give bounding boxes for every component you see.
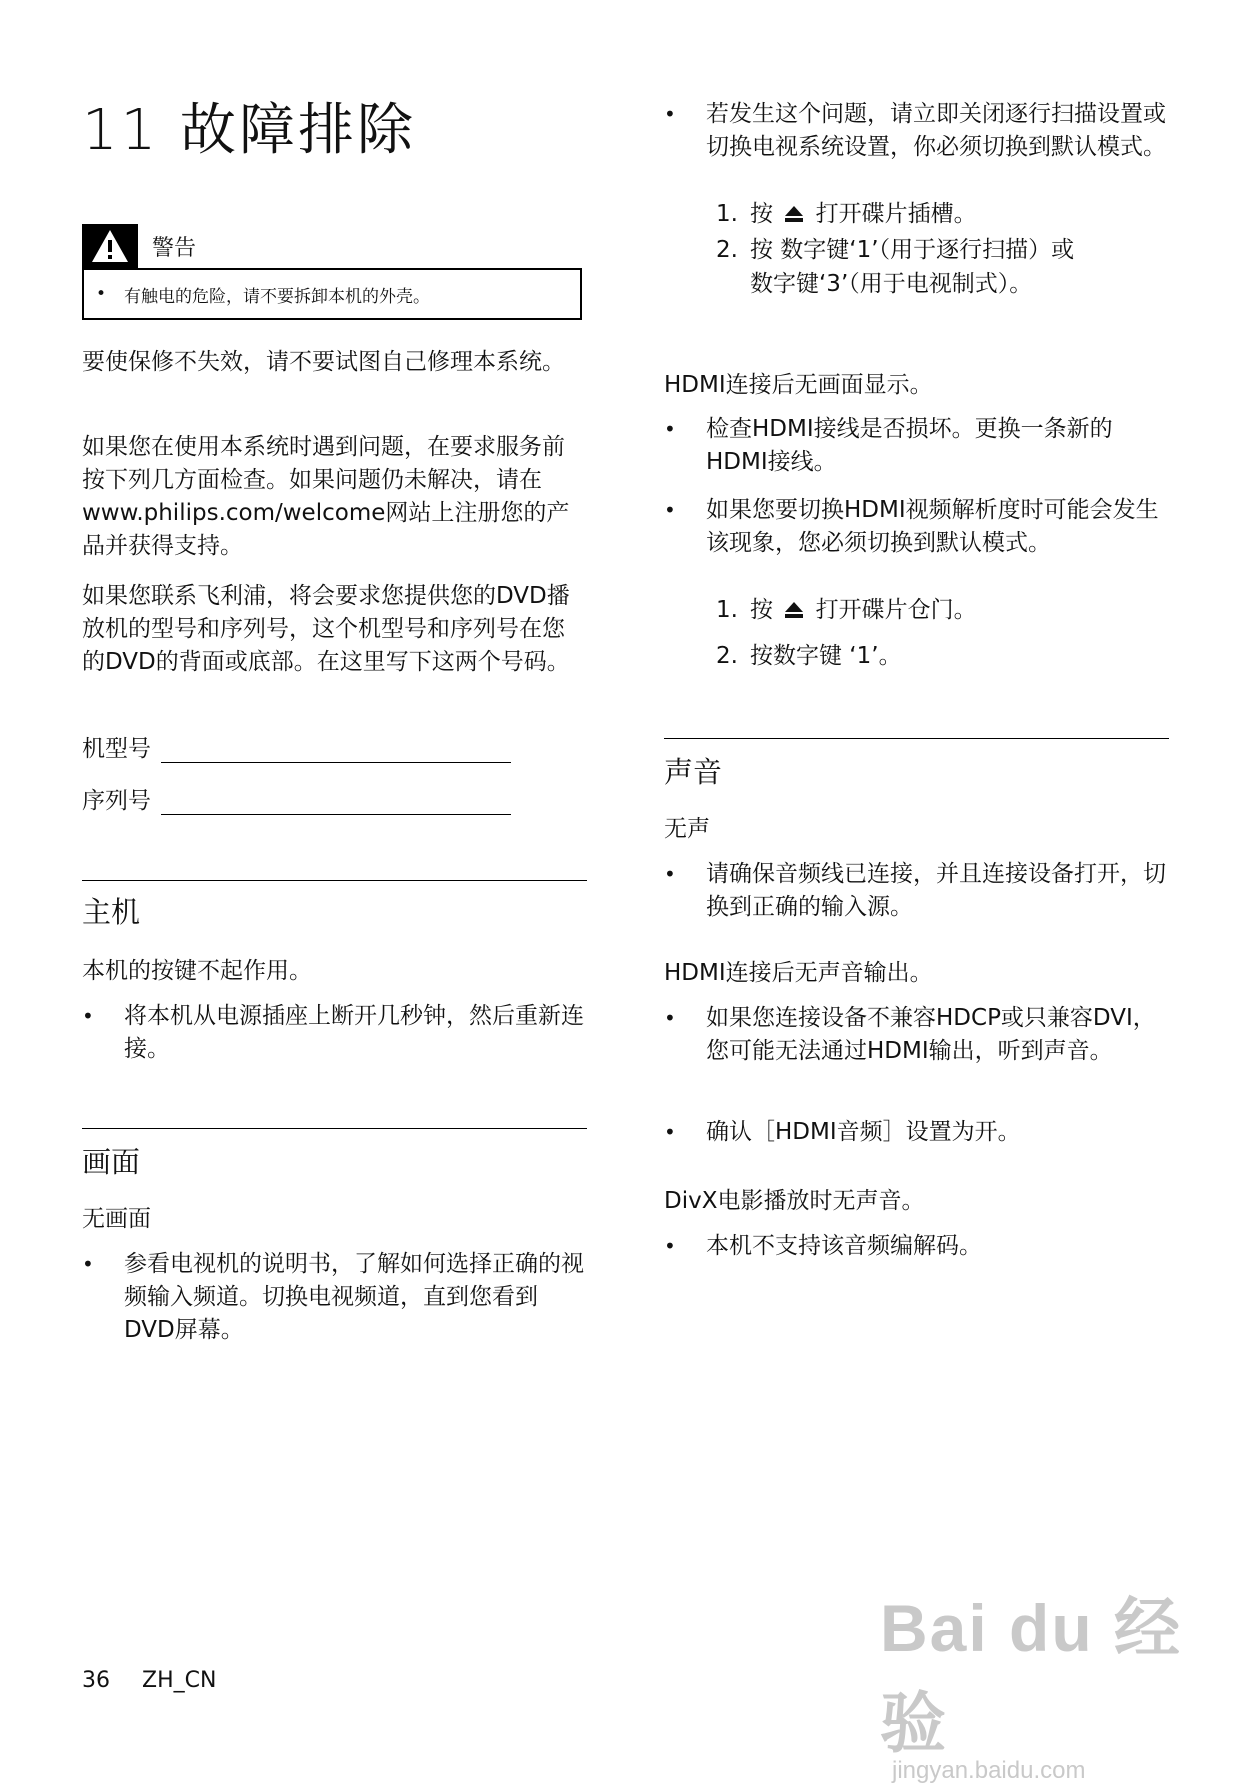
warning-text: 有触电的危险，请不要拆卸本机的外壳。 <box>124 286 431 307</box>
list-item-text: 请确保音频线已连接，并且连接设备打开，切换到正确的输入源。 <box>706 861 1166 920</box>
serial-number-line <box>161 794 511 815</box>
watermark-brand: Bai du 经验 <box>880 1591 1183 1760</box>
page-footer <box>82 1668 216 1693</box>
list-item-text: 本机不支持该音频编解码。 <box>706 1233 982 1259</box>
language-code: ZH_CN <box>142 1668 217 1693</box>
intro-paragraph-2: 如果您在使用本系统时遇到问题，在要求服务前按下列几方面检查。如果问题仍未解决，请在www.philips.com/welcome网站上注册您的产品并获得支持。 <box>82 434 570 559</box>
page-title: 11 故障排除 <box>82 98 417 163</box>
eject-icon <box>784 205 804 223</box>
bullet-icon: • <box>664 1120 676 1144</box>
list-item <box>82 1000 587 1066</box>
bullet-icon: • <box>82 1004 94 1028</box>
bullet-icon: • <box>82 1252 94 1276</box>
list-item-text: 若发生这个问题，请立即关闭逐行扫描设置或切换电视系统设置，你必须切换到默认模式。 <box>706 101 1166 160</box>
list-item <box>82 1248 587 1347</box>
list-item <box>664 858 1169 924</box>
warning-icon <box>82 224 138 268</box>
step-text: 按 数字键‘1’（用于逐行扫描）或 <box>750 237 1075 263</box>
step-text: 打开碟片插槽。 <box>815 201 977 227</box>
section-heading-sound: 声音 <box>664 755 723 789</box>
section-heading-main-unit: 主机 <box>82 895 141 929</box>
list-item <box>664 1116 1169 1149</box>
list-item-text: 将本机从电源插座上断开几秒钟，然后重新连接。 <box>124 1003 584 1062</box>
list-item-text: 如果您要切换HDMI视频解析度时可能会发生该现象，您必须切换到默认模式。 <box>706 497 1159 556</box>
step-item: 2. 按数字键 ‘1’。 <box>716 643 902 669</box>
list-item-text: 如果您连接设备不兼容HDCP或只兼容DVI，您可能无法通过HDMI输出，听到声音。 <box>706 1005 1156 1064</box>
warning-box <box>82 268 582 320</box>
list-item <box>664 413 1169 479</box>
step-text: 按 <box>750 201 773 227</box>
warning-header <box>82 224 196 268</box>
section-divider <box>82 1128 587 1129</box>
step-item-continued: 数字键‘3’（用于电视制式）。 <box>750 271 1033 297</box>
step-text: 打开碟片仓门。 <box>815 597 977 623</box>
section-heading-picture: 画面 <box>82 1145 141 1179</box>
step-text: 按数字键 ‘1’。 <box>750 643 902 669</box>
section-divider <box>664 738 1169 739</box>
warning-label: 警告 <box>152 235 197 261</box>
serial-number-label: 序列号 <box>82 788 151 814</box>
step-text: 按 <box>750 597 773 623</box>
intro-paragraph-3: 如果您联系飞利浦，将会要求您提供您的DVD播放机的型号和序列号，这个机型号和序列号在您的DVD的背面或底部。在这里写下这两个号码。 <box>82 583 570 675</box>
list-item <box>664 1002 1169 1068</box>
problem-title: 无声 <box>664 816 710 842</box>
list-item-text: 确认［HDMI音频］设置为开。 <box>706 1119 1021 1145</box>
page-number: 36 <box>82 1668 110 1693</box>
problem-title: HDMI连接后无画面显示。 <box>664 372 933 398</box>
problem-title: DivX电影播放时无声音。 <box>664 1188 925 1214</box>
problem-title: HDMI连接后无声音输出。 <box>664 960 933 986</box>
model-number-field <box>82 730 511 763</box>
list-item <box>664 1230 1169 1263</box>
list-item <box>664 494 1169 560</box>
model-number-line <box>161 742 511 763</box>
bullet-icon: • <box>664 498 676 522</box>
model-number-label: 机型号 <box>82 736 151 762</box>
bullet-icon: • <box>664 1006 676 1030</box>
bullet-icon: • <box>664 417 676 441</box>
intro-paragraph-1: 要使保修不失效，请不要试图自己修理本系统。 <box>82 349 565 375</box>
bullet-icon: • <box>664 1234 676 1258</box>
bullet-icon: • <box>664 102 676 126</box>
bullet-icon: • <box>96 284 107 304</box>
problem-title: 无画面 <box>82 1206 151 1232</box>
serial-number-field <box>82 782 511 815</box>
problem-title: 本机的按键不起作用。 <box>82 958 312 984</box>
eject-icon <box>784 601 804 619</box>
list-item-text: 参看电视机的说明书，了解如何选择正确的视频输入频道。切换电视频道，直到您看到DVD屏幕。 <box>124 1251 584 1343</box>
step-item: 2. 按 数字键‘1’（用于逐行扫描）或 <box>716 237 1075 263</box>
bullet-icon: • <box>664 862 676 886</box>
list-item <box>664 98 1169 164</box>
list-item-text: 检查HDMI接线是否损坏。更换一条新的HDMI接线。 <box>706 416 1113 475</box>
step-item: 1. 按 打开碟片插槽。 <box>716 201 977 227</box>
watermark-url: jingyan.baidu.com <box>892 1757 1086 1784</box>
step-item: 1. 按 打开碟片仓门。 <box>716 597 977 623</box>
section-divider <box>82 880 587 881</box>
